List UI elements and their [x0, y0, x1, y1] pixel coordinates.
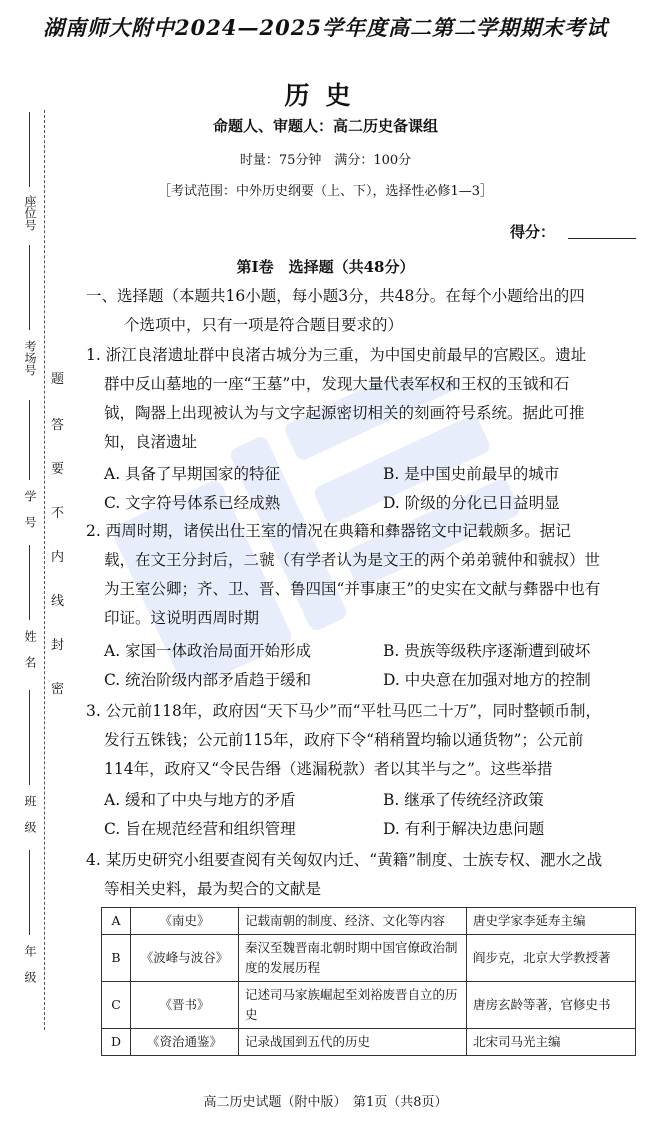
- source-table: [101, 907, 636, 1056]
- table-row: [102, 982, 636, 1029]
- q2-option-a: A. 家国一体政治局面开始形成: [104, 642, 312, 660]
- warning-char: 内: [51, 550, 65, 565]
- q2-stem-line: 为王室公卿；齐、卫、晋、鲁四国“并事康王”的史实在文献与彝器中也有: [104, 580, 601, 598]
- q1-stem-line: 群中反山墓地的一座“王墓”中，发现大量代表军权和王权的玉钺和石: [104, 375, 570, 393]
- instruction-line: 一、选择题（本题共16小题，每小题3分，共48分。在每个小题给出的四: [86, 287, 585, 305]
- table-cell-desc: 记录战国到五代的历史: [239, 1029, 467, 1056]
- name-fill-line: [29, 545, 30, 620]
- table-row: [102, 908, 636, 935]
- part-title: 第Ⅰ卷 选择题（共48分）: [236, 258, 415, 276]
- q4-stem-line: 4. 某历史研究小组要查阅有关匈奴内迁、“黄籍”制度、士族专权、淝水之战: [86, 851, 603, 869]
- table-row: [102, 1029, 636, 1056]
- subject-title: 历史: [284, 81, 367, 110]
- q1-option-a: A. 具备了早期国家的特征: [104, 465, 281, 483]
- table-cell-book: 《南史》: [131, 908, 239, 935]
- class-label: 班级: [23, 795, 37, 847]
- name-label: 姓名: [23, 630, 37, 682]
- warning-char: 要: [51, 462, 65, 477]
- q2-option-d: D. 中央意在加强对地方的控制: [383, 671, 591, 689]
- table-cell-option: A: [102, 908, 131, 935]
- q2-stem-line: 2. 西周时期，诸侯出仕王室的情况在典籍和彝器铭文中记载颇多。据记: [86, 522, 571, 540]
- q3-option-c: C. 旨在规范经营和组织管理: [104, 820, 296, 838]
- q2-option-c: C. 统治阶级内部矛盾趋于缓和: [104, 671, 312, 689]
- q3-option-d: D. 有利于解决边患问题: [383, 820, 545, 838]
- table-cell-option: C: [102, 982, 131, 1029]
- table-cell-desc: 记述司马家族崛起至刘裕废晋自立的历史: [239, 982, 467, 1029]
- table-cell-author: 北宋司马光主编: [467, 1029, 636, 1056]
- table-cell-book: 《波峰与波谷》: [131, 935, 239, 982]
- seat-label: 座位号: [23, 195, 37, 231]
- q1-stem-line: 知，良渚遗址: [104, 433, 198, 451]
- q2-stem-line: 印证。这说明西周时期: [104, 609, 260, 627]
- q2-stem-line: 载，在文王分封后，二虢（有学者认为是文王的两个弟弟虢仲和虢叔）世: [104, 551, 601, 569]
- q1-stem-line: 钺，陶器上出现被认为与文字起源密切相关的刻画符号系统。据此可推: [104, 404, 585, 422]
- grade-fill-line: [29, 850, 30, 935]
- warning-char: 线: [51, 594, 65, 609]
- q1-option-d: D. 阶级的分化已日益明显: [383, 494, 560, 512]
- q2-option-b: B. 贵族等级秩序逐渐遭到破坏: [383, 642, 591, 660]
- authors-line: 命题人、审题人：高二历史备课组: [212, 117, 438, 135]
- exam-scope: ［考试范围：中外历史纲要（上、下），选择性必修1—3］: [157, 184, 494, 199]
- instruction-line: 个选项中，只有一项是符合题目要求的）: [124, 316, 404, 334]
- q3-option-a: A. 缓和了中央与地方的矛盾: [104, 791, 296, 809]
- school-title: 湖南师大附中2024—2025学年度高二第二学期期末考试: [43, 15, 608, 40]
- class-fill-line: [29, 690, 30, 785]
- page-footer: 高二历史试题（附中版） 第1页（共8页）: [203, 1095, 448, 1110]
- time-info: 时量：75分钟 满分：100分: [239, 153, 412, 168]
- grade-label: 年级: [23, 945, 37, 997]
- table-cell-desc: 记载南朝的制度、经济、文化等内容: [239, 908, 467, 935]
- score-label: 得分：: [510, 223, 556, 241]
- table-cell-book: 《资治通鉴》: [131, 1029, 239, 1056]
- warning-char: 不: [51, 506, 65, 521]
- q3-stem-line: 发行五铢钱；公元前115年，政府下令“稍稍置均输以通货物”；公元前: [104, 731, 584, 749]
- warning-char: 密: [51, 682, 65, 697]
- table-cell-option: D: [102, 1029, 131, 1056]
- q3-stem-line: 114年，政府又“令民告缗（逃漏税款）者以其半与之”。这些举措: [104, 760, 553, 778]
- table-cell-book: 《晋书》: [131, 982, 239, 1029]
- q3-stem-line: 3. 公元前118年，政府因“天下马少”而“平牡马匹二十万”，同时整顿币制，: [86, 702, 601, 720]
- warning-char: 封: [51, 638, 65, 653]
- table-cell-author: 唐史学家李延寿主编: [467, 908, 636, 935]
- binding-dashed-line: [44, 110, 45, 1030]
- score-fill-line: [568, 238, 636, 239]
- warning-char: 答: [51, 418, 65, 433]
- table-cell-author: 阎步克，北京大学教授著: [467, 935, 636, 982]
- id-fill-line: [29, 400, 30, 480]
- q1-option-c: C. 文字符号体系已经成熟: [104, 494, 281, 512]
- table-cell-desc: 秦汉至魏晋南北朝时期中国官僚政治制度的发展历程: [239, 935, 467, 982]
- table-row: [102, 935, 636, 982]
- q4-stem-line: 等相关史料，最为契合的文献是: [104, 880, 322, 898]
- q1-option-b: B. 是中国史前最早的城市: [383, 465, 560, 483]
- warning-char: 题: [51, 372, 65, 387]
- room-label: 考场号: [23, 340, 37, 376]
- table-cell-author: 唐房玄龄等著，官修史书: [467, 982, 636, 1029]
- id-label: 学号: [23, 490, 37, 542]
- q3-option-b: B. 继承了传统经济政策: [383, 791, 544, 809]
- table-cell-option: B: [102, 935, 131, 982]
- q1-stem-line: 1. 浙江良渚遗址群中良渚古城分为三重，为中国史前最早的宫殿区。遗址: [86, 346, 587, 364]
